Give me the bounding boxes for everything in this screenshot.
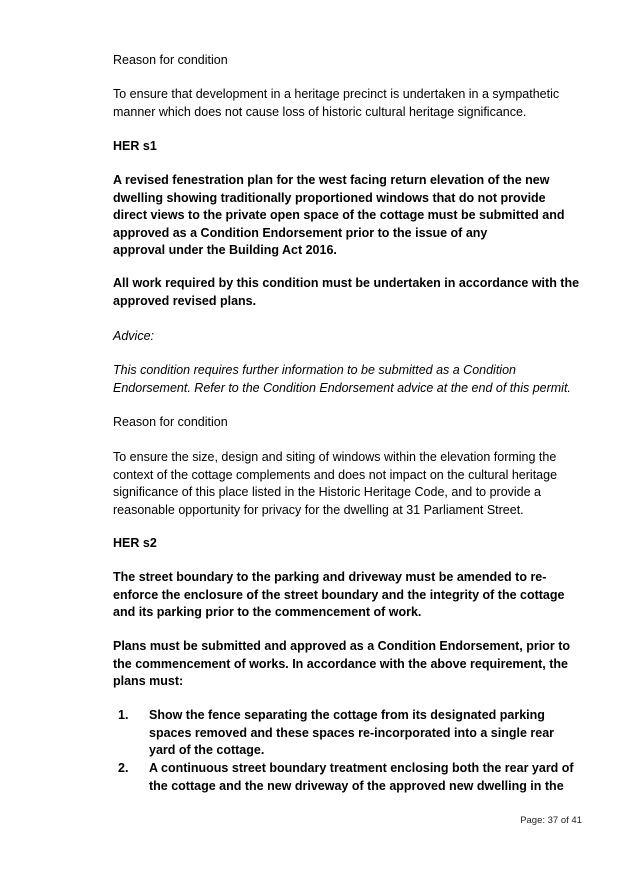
- list-item-line: spaces removed and these spaces re-incorporated into a single rear: [149, 725, 555, 740]
- list-item-line: yard of the cottage.: [149, 743, 265, 757]
- list-item-line: the cottage and the new driveway of the approved new dwelling in the: [149, 778, 564, 793]
- paragraph-line: the commencement of works. In accordance with the above requirement, the: [113, 656, 568, 671]
- list-item-text: [149, 707, 583, 760]
- advice-heading: [113, 328, 583, 346]
- condition-heading-text: HER s2: [113, 536, 157, 550]
- reason-heading-1: [113, 52, 583, 70]
- paragraph-line: approved revised plans.: [113, 293, 257, 308]
- list-item-line: A continuous street boundary treatment enclosing both the rear yard of: [149, 761, 574, 775]
- condition-heading-text: HER s1: [113, 139, 157, 153]
- reason-heading-text: Reason for condition: [113, 53, 228, 67]
- her-s1-requirement: [113, 172, 583, 260]
- paragraph-line: enforce the enclosure of the street boundary and the integrity of the cottage: [113, 587, 565, 602]
- paragraph-line: reasonable opportunity for privacy for the dwelling at 31 Parliament Street.: [113, 502, 524, 517]
- page-number: Page: 37 of 41: [520, 815, 582, 826]
- paragraph-line: The street boundary to the parking and driveway must be amended to re-: [113, 570, 547, 584]
- paragraph-line: Plans must be submitted and approved as a Condition Endorsement, prior to: [113, 639, 571, 653]
- advice-paragraph: [113, 362, 583, 397]
- condition-heading-her-s1: [113, 138, 583, 156]
- advice-heading-text: Advice:: [113, 329, 154, 343]
- reason-heading-text: Reason for condition: [113, 415, 228, 429]
- paragraph-line: plans must:: [113, 674, 184, 688]
- paragraph-line: approval under the Building Act 2016.: [113, 243, 337, 257]
- paragraph-line: direct views to the private open space of the cottage must be submitted and: [113, 208, 565, 222]
- paragraph-line: Endorsement. Refer to the Condition Endorsement advice at the end of this permit.: [113, 380, 571, 395]
- reason-paragraph-2: [113, 449, 583, 519]
- list-item-number: 1.: [118, 708, 129, 722]
- list-item-number: 2.: [118, 761, 129, 775]
- paragraph-line: context of the cottage complements and does not impact on the cultural heritage: [113, 467, 558, 482]
- paragraph-line: This condition requires further information to be submitted as a Condition: [113, 363, 516, 377]
- list-item-text: [149, 760, 583, 795]
- paragraph-line: To ensure the size, design and siting of windows within the elevation forming the: [113, 450, 557, 464]
- paragraph-line: A revised fenestration plan for the west facing return elevation of the new: [113, 173, 550, 187]
- reason-heading-2: [113, 414, 583, 432]
- paragraph-line: All work required by this condition must be undertaken in accordance with the: [113, 276, 580, 290]
- paragraph-line: dwelling showing traditionally proportioned windows that do not provide: [113, 190, 546, 205]
- paragraph-line: and its parking prior to the commencement of work.: [113, 605, 422, 619]
- paragraph-line: To ensure that development in a heritage precinct is undertaken in a sympathetic: [113, 87, 560, 101]
- reason-paragraph-1: [113, 86, 583, 121]
- her-s1-work-requirement: [113, 275, 583, 310]
- paragraph-line: significance of this place listed in the Historic Heritage Code, and to provide a: [113, 485, 542, 499]
- paragraph-line: manner which does not cause loss of historic cultural heritage significance.: [113, 104, 527, 119]
- condition-heading-her-s2: [113, 535, 583, 553]
- her-s2-plans-requirement: [113, 638, 583, 691]
- list-item: [113, 760, 583, 796]
- list-item-line: Show the fence separating the cottage from its designated parking: [149, 708, 545, 722]
- her-s2-requirement: [113, 569, 583, 622]
- list-item: [113, 707, 583, 761]
- paragraph-line: approved as a Condition Endorsement prior to the issue of any: [113, 225, 488, 240]
